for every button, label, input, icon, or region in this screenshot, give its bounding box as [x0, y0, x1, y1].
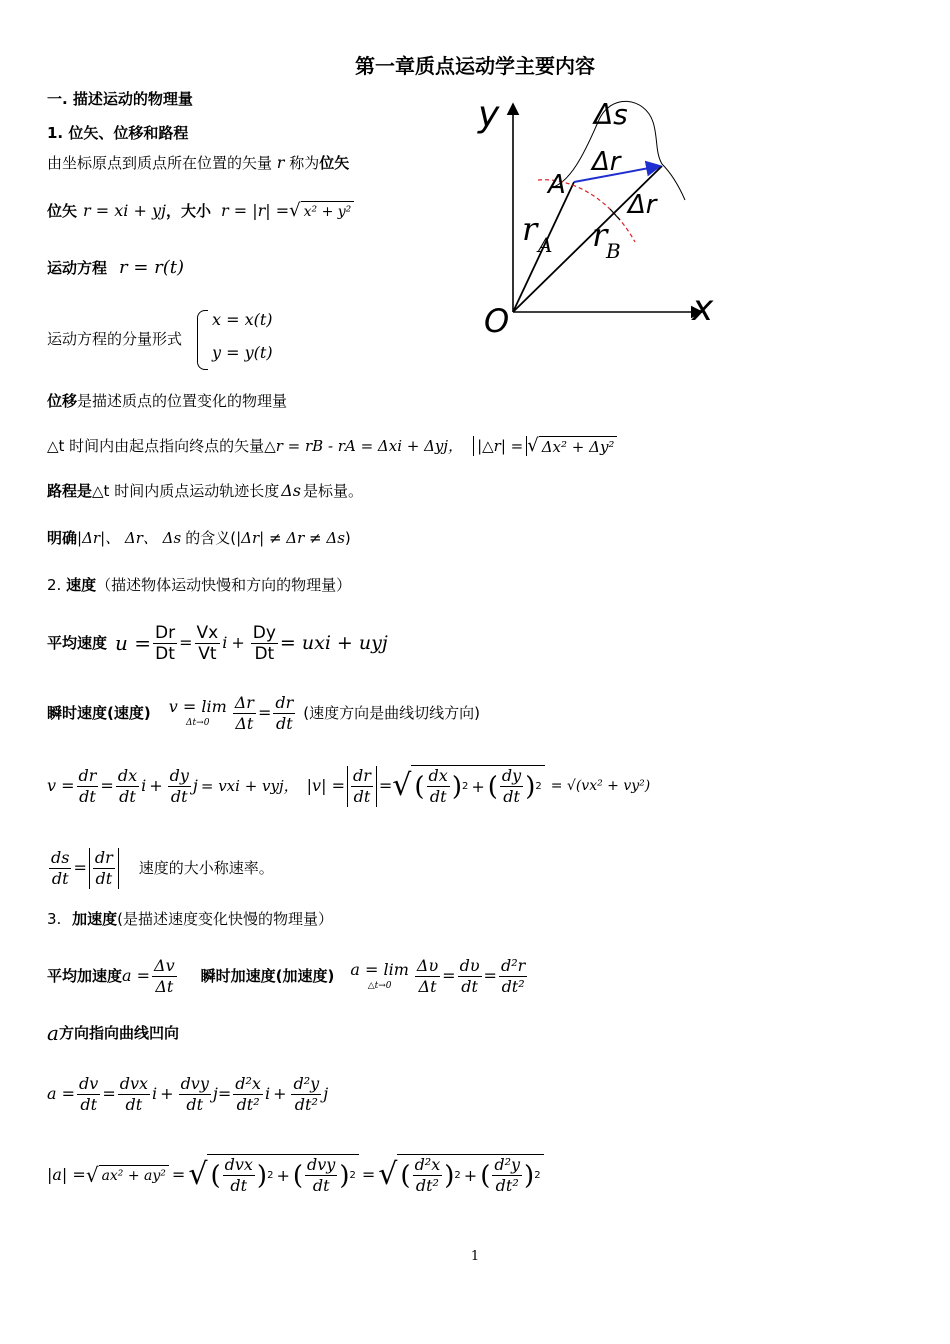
- magnitude-formula-rhs: x² + y²: [301, 201, 355, 222]
- acc-mag-mid-d1: dt: [230, 1176, 248, 1195]
- equals-sign: =: [442, 966, 456, 985]
- acc-mag-mid-n2: dvy: [307, 1155, 336, 1174]
- eq-comp-x: x = x(t): [212, 310, 273, 329]
- inst-vel-frac-num: Δr: [234, 692, 254, 712]
- sqrt-sign: √: [378, 1157, 398, 1192]
- paren-open: (: [400, 1160, 411, 1191]
- avg-acc-frac: [152, 956, 177, 997]
- acc-comp-f4n: d²x: [235, 1073, 261, 1093]
- inst-vel-frac2-num: dr: [275, 692, 294, 712]
- plus-sign: +: [463, 1165, 478, 1185]
- acc-magnitude-line: [47, 1146, 544, 1204]
- inst-vel-frac2: [273, 693, 295, 734]
- acc-mag-end-frac1: [413, 1155, 443, 1196]
- diagram-label-rB-sub: B: [606, 239, 621, 263]
- paren-close: ): [525, 771, 536, 802]
- path-desc-a: △t 时间内质点运动轨迹长度: [92, 482, 280, 500]
- unit-i: i: [152, 1084, 158, 1103]
- acc-mag-end-frac2: [492, 1155, 522, 1196]
- acc-dir-symbol: a: [47, 1021, 59, 1045]
- exp-2: 2: [461, 780, 469, 792]
- unit-i: i: [222, 633, 228, 652]
- displacement-definition: [47, 391, 287, 411]
- inst-vel-frac: [233, 693, 256, 734]
- avg-vel-lhs: u =: [115, 631, 152, 655]
- sqrt-sign: √: [527, 435, 539, 456]
- eq-comp-y: y = y(t): [212, 343, 273, 362]
- vel-comp-f2d: dt: [119, 786, 136, 806]
- page-number: 1: [470, 1249, 480, 1264]
- posvec-formula: r = xi + yj: [83, 201, 166, 220]
- vel-mag-frac-den: dt: [353, 786, 371, 806]
- avg-acc-num: Δv: [154, 955, 175, 975]
- paren-open: (: [414, 771, 425, 802]
- equals-sign: =: [102, 1084, 116, 1103]
- diagram-label-dr-top: Δr: [592, 147, 621, 177]
- inst-vel-note: (速度方向是曲线切线方向): [303, 704, 480, 722]
- magnitude-formula-lhs: r = |r| =: [220, 201, 290, 220]
- acc-components-line: [47, 1068, 328, 1120]
- plus-sign: +: [273, 1084, 287, 1103]
- acc-comp-f2n: dvx: [119, 1073, 149, 1093]
- sub3-desc: (是描述速度变化快慢的物理量）: [117, 910, 333, 928]
- avg-vel-frac2-num: Vx: [196, 622, 219, 643]
- paren-open: (: [480, 1160, 491, 1191]
- speed-f2n: dr: [94, 847, 113, 867]
- avg-vel-frac2: [195, 623, 221, 664]
- unit-i: i: [264, 1084, 271, 1103]
- unit-j: j: [192, 776, 198, 795]
- vel-comp-f3n: dy: [169, 765, 189, 785]
- sub3-title: 加速度: [72, 910, 118, 928]
- speed-frac1: [49, 848, 71, 889]
- vel-mag-frac-num: dr: [352, 765, 371, 785]
- posvec-definition: [47, 153, 349, 173]
- disp-line-text: △t 时间内由起点指向终点的矢量: [47, 437, 265, 455]
- inst-acc-lim: [348, 960, 411, 992]
- equals-sign: =: [100, 776, 114, 795]
- subsection-heading-3: [47, 909, 333, 929]
- posvec-line: [47, 196, 354, 226]
- inst-acc-frac2: [458, 956, 482, 997]
- acc-mag-mid-n1: dvx: [224, 1155, 253, 1174]
- inst-acc-f1n: Δυ: [416, 955, 439, 975]
- avg-acc-lhs: a =: [122, 966, 151, 985]
- plus-sign: +: [276, 1165, 290, 1185]
- acc-mag-end-n1: d²x: [414, 1155, 441, 1174]
- eq-comp-label: 运动方程的分量形式: [47, 330, 183, 348]
- equals-sign: =: [257, 703, 272, 722]
- exp-2: 2: [535, 780, 542, 792]
- disp-line-formula: △r = rB - rA = Δxi + Δyj，: [264, 437, 464, 455]
- acc-comp-frac2: [118, 1074, 150, 1115]
- acc-comp-f5d: dt²: [294, 1094, 318, 1114]
- speed-f1d: dt: [51, 868, 69, 888]
- acceleration-line: [47, 950, 529, 1002]
- acc-dir-desc: 方向指向曲线凹向: [58, 1024, 179, 1042]
- inst-vel-lim-sub: Δt→0: [186, 718, 210, 728]
- inst-vel-frac2-den: dt: [275, 713, 293, 733]
- sub2-num: 2.: [47, 576, 62, 594]
- displacement-line: [47, 432, 617, 460]
- acc-comp-frac1: [77, 1074, 100, 1115]
- vel-comp-f3d: dt: [170, 786, 188, 806]
- vel-mag-dx: [427, 766, 450, 807]
- inst-acc-frac3: [499, 956, 527, 997]
- disp-desc: 是描述质点的位置变化的物理量: [77, 392, 288, 410]
- equals-sign: =: [171, 1165, 186, 1184]
- acc-mag-mid-frac1: [223, 1155, 255, 1196]
- acc-mag-root: ax² + ay²: [99, 1165, 169, 1186]
- acc-comp-f4d: dt²: [236, 1094, 260, 1114]
- vel-mag-dx-num: dx: [428, 766, 448, 785]
- posvec-def-symbol: r: [276, 153, 285, 172]
- paren-close: ): [256, 1160, 268, 1191]
- magnitude-label: ，大小: [165, 202, 211, 220]
- vel-comp-f1d: dt: [79, 786, 96, 806]
- vel-mag-dy-num: dy: [501, 766, 522, 785]
- acc-comp-f3d: dt: [186, 1094, 204, 1114]
- acc-comp-f1n: dv: [79, 1073, 99, 1093]
- speed-f1n: ds: [51, 847, 70, 867]
- eq-motion-line: [47, 255, 184, 281]
- avg-vel-frac1: [153, 623, 177, 664]
- vel-comp-f2n: dx: [117, 765, 138, 785]
- inst-velocity-line: [47, 690, 480, 736]
- sqrt-sign: √: [289, 200, 301, 221]
- avg-vel-frac3-den: Dt: [254, 643, 275, 664]
- inst-acc-f3n: d²r: [500, 955, 526, 975]
- avg-vel-frac3: [251, 623, 278, 664]
- eq-motion-label: 运动方程: [47, 259, 108, 277]
- vel-mag-sqrt-body: [411, 765, 544, 807]
- acc-comp-frac5: [291, 1074, 321, 1115]
- path-ds: Δs: [281, 481, 301, 500]
- section-heading-1: [47, 89, 193, 109]
- avg-vel-frac3-num: Dy: [252, 622, 276, 643]
- posvec-label: 位矢: [47, 202, 78, 220]
- acc-mag-end-d1: dt²: [415, 1176, 439, 1195]
- exp-2: 2: [349, 1169, 356, 1181]
- eq-motion-formula: r = r(t): [119, 257, 185, 278]
- acc-comp-frac3: [179, 1074, 211, 1115]
- paren-open: (: [210, 1160, 221, 1191]
- avg-vel-frac1-den: Dt: [155, 643, 175, 664]
- avg-vel-label: 平均速度: [47, 634, 108, 652]
- velocity-components-line: [47, 760, 650, 812]
- clarify-desc: 的含义(: [185, 529, 237, 547]
- diagram-label-dr-right: Δr: [628, 190, 657, 220]
- unit-j: j: [323, 1084, 329, 1103]
- posvec-def-text: 由坐标原点到质点所在位置的矢量: [47, 154, 273, 172]
- vel-mag-lhs: |v| =: [306, 776, 345, 795]
- inst-vel-lim-text: v = lim: [168, 697, 227, 716]
- diagram-label-ds: Δs: [594, 98, 628, 131]
- path-line: [47, 480, 363, 502]
- speed-desc: 速度的大小称速率。: [138, 859, 274, 877]
- acc-comp-lhs: a =: [47, 1084, 76, 1103]
- sub2-title: 速度: [66, 576, 97, 594]
- vel-mag-dy-den: dt: [503, 787, 520, 806]
- inst-acc-frac1: [415, 956, 440, 997]
- unit-i: i: [141, 776, 147, 795]
- disp-mag-rhs: Δx² + Δy²: [539, 436, 618, 457]
- disp-mag-lhs: |△r| =: [473, 436, 527, 456]
- acc-mag-mid-d2: dt: [312, 1176, 330, 1195]
- diagram-label-y: y: [478, 94, 500, 135]
- unit-j: j: [212, 1084, 218, 1103]
- page-title: 第一章质点运动学主要内容: [355, 54, 595, 78]
- vel-comp-frac1: [77, 766, 99, 807]
- paren-close: ): [451, 771, 462, 802]
- paren-close: ): [524, 1160, 535, 1191]
- equals-sign: =: [361, 1165, 376, 1184]
- inst-acc-f3d: dt²: [501, 976, 525, 996]
- acc-comp-f3n: dvy: [180, 1073, 209, 1093]
- inst-acc-f2d: dt: [461, 976, 478, 996]
- vel-mag-dx-den: dt: [429, 787, 447, 806]
- diagram-label-x: x: [692, 288, 714, 329]
- paren-open: (: [292, 1160, 304, 1191]
- inst-acc-label: 瞬时加速度(加速度): [200, 967, 335, 985]
- diagram-label-A: A: [548, 170, 566, 200]
- inst-vel-lim: [167, 697, 229, 729]
- diagram-label-rA-sub: A: [538, 233, 553, 257]
- plus-sign: +: [160, 1084, 174, 1103]
- inst-acc-f2n: dυ: [459, 955, 480, 975]
- paren-close: ): [444, 1160, 455, 1191]
- plus-sign: +: [149, 776, 163, 795]
- plus-sign: +: [231, 633, 245, 652]
- sub3-num: 3.: [47, 910, 62, 928]
- exp-2: 2: [454, 1169, 461, 1181]
- clarify-ineq: |Δr| ≠ Δr ≠ Δs: [236, 529, 345, 547]
- clarify-formula: |Δr|、 Δr、 Δs: [77, 529, 182, 547]
- clarify-line: [47, 526, 351, 550]
- acc-mag-mid-body: [207, 1154, 358, 1196]
- acc-comp-f5n: d²y: [293, 1073, 320, 1093]
- equals-sign: =: [378, 776, 393, 795]
- sqrt-sign: √: [188, 1157, 208, 1192]
- avg-velocity-line: [47, 620, 388, 666]
- inst-acc-lhs: a = lim: [350, 960, 409, 979]
- path-term: 路程是: [47, 482, 93, 500]
- acc-comp-f1d: dt: [80, 1094, 97, 1114]
- motion-diagram: [470, 92, 730, 337]
- posvec-def-term: 位矢: [319, 154, 350, 172]
- sqrt-sign: √: [392, 768, 412, 803]
- subsection-heading-1: 1. 位矢、位移和路程: [47, 124, 189, 142]
- vel-mag-end: = √(vx² + vy²): [550, 778, 651, 794]
- eq-comp-brace: [197, 310, 208, 370]
- vel-mag-frac: [347, 766, 377, 807]
- acc-comp-f2d: dt: [125, 1094, 143, 1114]
- avg-acc-label: 平均加速度: [47, 967, 123, 985]
- subsection-heading-2: [47, 575, 351, 595]
- sub2-desc: （描述物体运动快慢和方向的物理量）: [96, 576, 352, 594]
- plus-sign: +: [471, 776, 485, 796]
- clarify-label: 明确: [47, 529, 78, 547]
- diagram-label-rB: r: [592, 216, 608, 254]
- avg-vel-frac2-den: Vt: [198, 643, 217, 664]
- posvec-def-text2: 称为: [289, 154, 320, 172]
- speed-f2d: dt: [95, 868, 113, 888]
- diagram-label-rA: r: [522, 210, 538, 248]
- exp-2: 2: [267, 1169, 274, 1181]
- acc-direction-line: [47, 1020, 179, 1046]
- acc-mag-mid-frac2: [305, 1155, 337, 1196]
- acc-comp-frac4: [233, 1074, 263, 1115]
- inst-vel-label: 瞬时速度(速度): [47, 704, 151, 722]
- equals-sign: =: [217, 1084, 232, 1103]
- inst-acc-sub: △t→0: [367, 981, 392, 991]
- section1-text: 一. 描述运动的物理量: [47, 90, 193, 108]
- paren-close: ): [339, 1160, 350, 1191]
- avg-vel-frac1-num: Dr: [155, 622, 176, 643]
- avg-acc-den: Δt: [155, 976, 174, 996]
- vel-mag-dy: [500, 766, 523, 807]
- equals-sign: =: [179, 633, 193, 652]
- acc-mag-end-n2: d²y: [494, 1155, 521, 1174]
- acc-mag-lhs: |a| =: [47, 1165, 86, 1184]
- speed-line: [47, 842, 274, 894]
- acc-mag-end-body: [397, 1154, 543, 1196]
- inst-acc-f1d: Δt: [418, 976, 437, 996]
- vel-comp-mid: = vxi + vyj，: [200, 777, 299, 795]
- inst-vel-frac-den: Δt: [235, 713, 254, 733]
- avg-vel-tail: = uxi + uyj: [279, 632, 388, 654]
- vel-comp-frac2: [116, 766, 139, 807]
- acc-mag-end-d2: dt²: [495, 1176, 519, 1195]
- vel-comp-f1n: dr: [78, 765, 97, 785]
- sqrt-sign: √: [85, 1163, 99, 1187]
- diagram-label-o: O: [484, 302, 510, 337]
- exp-2: 2: [534, 1169, 541, 1181]
- paren-open: (: [487, 771, 498, 802]
- speed-frac2: [89, 848, 119, 889]
- equals-sign: =: [483, 966, 497, 985]
- path-desc-b: 是标量。: [302, 482, 363, 500]
- vel-comp-frac3: [168, 766, 191, 807]
- disp-term: 位移: [47, 392, 78, 410]
- clarify-close: ): [344, 529, 351, 547]
- vel-comp-lhs: v =: [47, 776, 75, 795]
- equals-sign: =: [73, 858, 87, 877]
